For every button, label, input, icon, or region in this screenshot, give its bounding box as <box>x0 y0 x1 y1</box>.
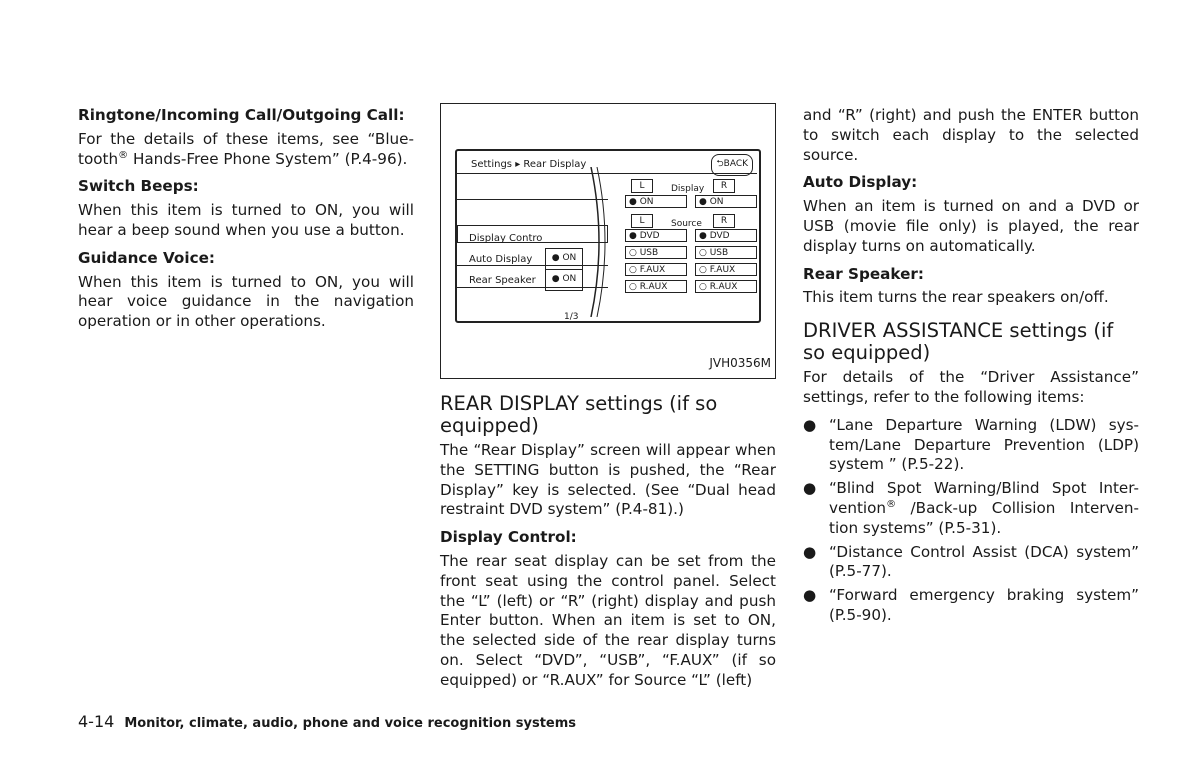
menu-rule-2 <box>457 265 608 266</box>
source-r-faux: ○ F.AUX <box>695 263 757 276</box>
back-arrow-icon: ⮌ <box>716 159 724 169</box>
bullet-icon: ● <box>803 586 817 605</box>
page-footer <box>78 712 576 731</box>
para-switch-beeps: When this item is turned to ON, you will hear a beep sound when you use a button. <box>78 201 414 239</box>
list-item <box>803 479 1139 538</box>
column-right <box>803 106 1139 630</box>
column-middle <box>440 106 776 699</box>
display-l-box: L <box>631 179 653 193</box>
heading-display-control: Display Control: <box>440 528 577 547</box>
source-l-raux: ○ R.AUX <box>625 280 687 293</box>
list-item <box>803 416 1139 475</box>
figure-caption: JVH0356M <box>709 356 771 371</box>
heading-auto-display: Auto Display: <box>803 173 918 192</box>
list-item-text: “Distance Control Assist (DCA) system” (P.5-77). <box>829 542 1139 581</box>
menu-arc-divider <box>587 167 609 317</box>
auto-display-on-label: ON <box>562 253 577 263</box>
menu-item-rear-speaker: Rear Speaker <box>469 275 536 286</box>
heading-switch-beeps: Switch Beeps: <box>78 177 199 196</box>
para-driver-assistance: For details of the “Driver Assistance” settings, refer to the following items: <box>803 368 1139 406</box>
bullet-icon: ● <box>803 415 817 434</box>
heading-guidance-voice: Guidance Voice: <box>78 248 215 267</box>
para-ringtone-text-a: For the details of these items, see “Blue-tooth <box>78 129 414 168</box>
heading-driver-assistance: DRIVER ASSISTANCE settings (if so equipped) <box>803 319 1114 365</box>
list-item-text: “Lane Departure Warning (LDW) sys-tem/Lane Departure Prevention (LDP) system ” (P.5-22). <box>829 415 1139 474</box>
source-r-usb-label: USB <box>709 248 729 258</box>
source-r-raux-label: R.AUX <box>709 282 738 292</box>
source-l-faux-label: F.AUX <box>639 265 666 275</box>
rear-speaker-on-toggle: ● ON <box>545 269 583 291</box>
bullet-icon: ● <box>803 542 817 561</box>
rear-display-screen <box>455 149 761 323</box>
display-r-on-label: ON <box>709 197 724 207</box>
menu-item-display-control: Display Contro <box>469 233 543 244</box>
source-l-dvd-label: DVD <box>639 231 660 241</box>
source-r-usb: ○ USB <box>695 246 757 259</box>
para-guidance-voice: When this item is turned to ON, you will hear voice guidance in the navigation operation or in other operations. <box>78 272 414 331</box>
list-item-text-a: “Blind Spot Warning/Blind Spot Inter-vention <box>829 479 1139 517</box>
source-l-dvd: ● DVD <box>625 229 687 242</box>
bullet-icon: ● <box>803 479 817 498</box>
rear-display-figure <box>440 103 776 379</box>
registered-mark: ® <box>118 149 129 161</box>
para-rear-speaker: This item turns the rear speakers on/off. <box>803 288 1109 307</box>
source-r-raux: ○ R.AUX <box>695 280 757 293</box>
source-r-dvd-label: DVD <box>709 231 730 241</box>
para-continued: and “R” (right) and push the ENTER button to switch each display to the selected source. <box>803 106 1139 164</box>
screen-title: Settings ▸ Rear Display <box>471 159 587 170</box>
rear-speaker-on-label: ON <box>562 274 577 284</box>
source-l-raux-label: R.AUX <box>639 282 668 292</box>
page-indicator: 1/3 <box>564 312 579 322</box>
footer-title: Monitor, climate, audio, phone and voice recognition systems <box>124 716 577 731</box>
para-ringtone <box>78 130 414 170</box>
heading-rear-speaker: Rear Speaker: <box>803 264 924 283</box>
source-r-dvd: ● DVD <box>695 229 757 242</box>
para-display-control: The rear seat display can be set from the front seat using the control panel. Select the “L” (left) or “R” (right) display and push Enter button. When an item is set to ON, the selected side of the rear display turns on. Select “DVD”, “USB”, “F.AUX” (if so equipped) or “R.AUX” for Source “L” (left) <box>440 551 776 689</box>
source-l-usb-label: USB <box>639 248 659 258</box>
auto-display-on-toggle: ● ON <box>545 248 583 270</box>
para-ringtone-text-b: Hands-Free Phone System” (P.4-96). <box>128 149 408 168</box>
display-label: Display <box>671 184 705 194</box>
source-r-box: R <box>713 214 735 228</box>
source-l-faux: ○ F.AUX <box>625 263 687 276</box>
source-label: Source <box>671 219 702 229</box>
source-r-faux-label: F.AUX <box>709 265 736 275</box>
list-item-text-b: /Back-up Collision Interven-tion systems” (P.5-31). <box>829 498 1139 537</box>
display-r-on: ● ON <box>695 195 757 208</box>
list-item-text: “Forward emergency braking system” (P.5-90). <box>829 586 1139 624</box>
heading-ringtone: Ringtone/Incoming Call/Outgoing Call: <box>78 106 405 124</box>
registered-mark: ® <box>886 498 897 510</box>
list-item <box>803 586 1139 626</box>
menu-rule-3 <box>457 287 608 288</box>
heading-rear-display: REAR DISPLAY settings (if so equipped) <box>440 392 718 437</box>
display-l-on: ● ON <box>625 195 687 208</box>
page-number: 4-14 <box>78 712 115 731</box>
column-left <box>78 106 414 340</box>
source-l-box: L <box>631 214 653 228</box>
back-label: BACK <box>723 159 748 169</box>
source-l-usb: ○ USB <box>625 246 687 259</box>
menu-item-auto-display: Auto Display <box>469 254 533 265</box>
menu-rule-1 <box>457 199 608 200</box>
para-rear-display: The “Rear Display” screen will appear when the SETTING button is pushed, the “Rear Display” key is selected. (See “Dual head restraint DVD system” (P.4-81).) <box>440 441 776 519</box>
display-r-box: R <box>713 179 735 193</box>
driver-assistance-list <box>803 416 1139 626</box>
para-auto-display: When an item is turned on and a DVD or USB (movie file only) is played, the rear display turns on automatically. <box>803 197 1139 255</box>
list-item <box>803 543 1139 583</box>
display-l-on-label: ON <box>639 197 654 207</box>
